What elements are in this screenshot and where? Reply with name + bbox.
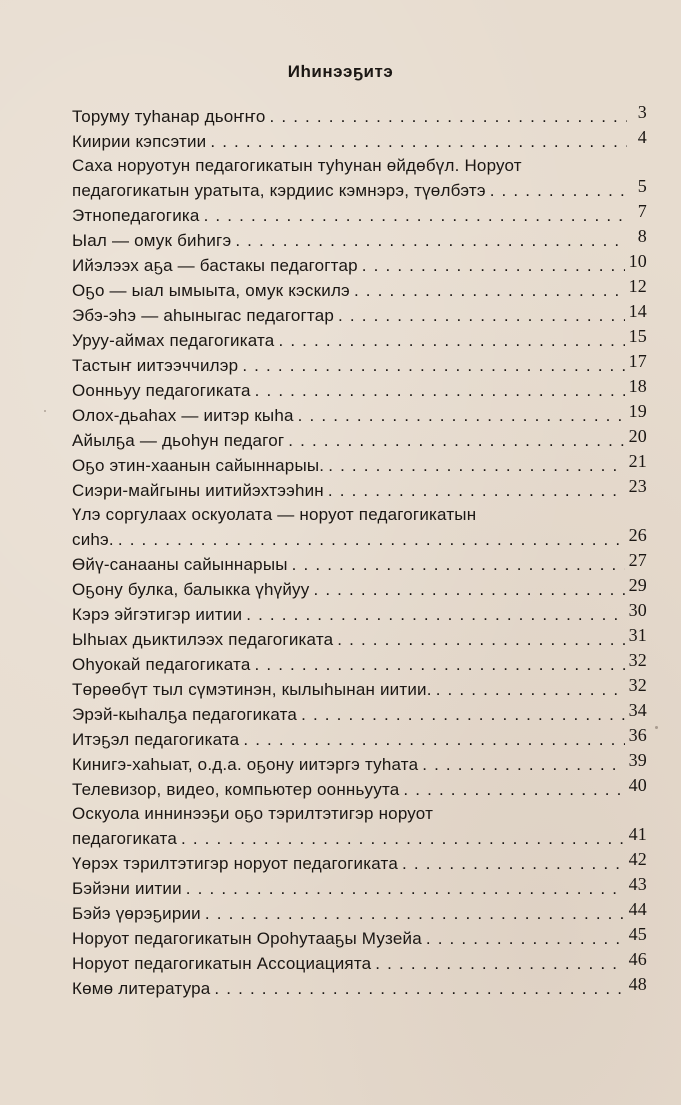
dot-leader: [301, 703, 625, 727]
toc-entry-line: [72, 976, 647, 1001]
toc-entry-text: Итэҕэл педагогиката: [72, 730, 240, 749]
toc-entry: [72, 702, 647, 727]
toc-page-number: 39: [628, 750, 647, 770]
toc-entry-line: [72, 777, 647, 802]
toc-entry: [72, 253, 647, 278]
dot-leader: [422, 753, 624, 777]
toc-entry-line: [72, 403, 647, 428]
dot-leader: [186, 877, 625, 901]
toc-entry-text: Ыал — омук биһигэ: [72, 231, 232, 250]
dot-leader: [242, 354, 624, 378]
toc-entry-line: [72, 178, 647, 203]
toc-entry: [72, 677, 647, 702]
toc-entry-text: сиһэ.: [72, 530, 114, 549]
toc-entry-line: [72, 303, 647, 328]
toc-entry: [72, 353, 647, 378]
toc-entry-line: [72, 129, 647, 154]
dot-leader: [255, 653, 625, 677]
toc-entry-line: [72, 677, 647, 702]
toc-entry: [72, 602, 647, 627]
toc-entry-line: [72, 378, 647, 403]
toc-entry-text: Торуму туһанар дьоҥҥо: [72, 107, 266, 126]
dot-leader: [181, 827, 625, 851]
toc-entry-text: Үлэ соргулаах оскуолата — норуот педагогикатын: [72, 505, 477, 524]
toc-entry-line: [72, 826, 647, 851]
toc-entry-line: [72, 602, 647, 627]
dot-leader: [204, 204, 627, 228]
toc-entry-text: Норуот педагогикатын Ороһутааҕы Музейа: [72, 929, 422, 948]
dot-leader: [328, 454, 624, 478]
toc-page-number: 23: [628, 476, 647, 496]
dot-leader: [292, 553, 625, 577]
toc-entry-text: Норуот педагогикатын Ассоциацията: [72, 954, 372, 973]
toc-page-number: 27: [628, 550, 647, 570]
toc-entry: [72, 552, 647, 577]
toc-page-number: 43: [628, 874, 647, 894]
toc-entry: [72, 203, 647, 228]
toc-page-number: 14: [628, 301, 647, 321]
toc-entry-line: [72, 328, 647, 353]
toc-entry-text: Оонньуу педагогиката: [72, 381, 251, 400]
toc-entry: [72, 503, 647, 552]
dot-leader: [426, 927, 625, 951]
dot-leader: [235, 229, 627, 253]
toc-entry-line: [72, 901, 647, 926]
toc-page-number: 41: [628, 824, 647, 844]
toc-page-number: 36: [628, 725, 647, 745]
toc-entry-text: Этнопедагогика: [72, 206, 200, 225]
toc-page-number: 21: [628, 451, 647, 471]
dot-leader: [490, 179, 627, 203]
toc-entry: [72, 129, 647, 154]
toc-page-number: 29: [628, 575, 647, 595]
toc-entry-text: Оҕону булка, балыкка үһүйуу: [72, 580, 310, 599]
toc-page-number: 7: [637, 201, 647, 221]
dot-leader: [337, 628, 624, 652]
toc-entry-text: Кэрэ эйгэтигэр иитии: [72, 605, 243, 624]
toc-entry-text: Үөрэх тэрилтэтигэр норуот педагогиката: [72, 854, 398, 873]
toc-entry-text: Саха норуотун педагогикатын туһунан өйдөбүл. Норуот: [72, 156, 522, 175]
dot-leader: [246, 603, 624, 627]
toc-entry: [72, 727, 647, 752]
toc-entry-text: Ийэлээх аҕа — бастакы педагогтар: [72, 256, 358, 275]
toc-entry-text: Оҕо — ыал ымыыта, омук кэскилэ: [72, 281, 350, 300]
toc-page-number: 3: [637, 102, 647, 122]
toc-entry-text: Ыһыах дьиктилээх педагогиката: [72, 630, 334, 649]
toc-page-number: 8: [637, 226, 647, 246]
toc-entry: [72, 328, 647, 353]
dot-leader: [298, 404, 625, 428]
toc-page-number: 12: [628, 276, 647, 296]
toc-entry-text: Төрөөбүт тыл сүмэтинэн, кылыһынан иитии.: [72, 680, 432, 699]
dot-leader: [210, 130, 627, 154]
paper-speck: [655, 726, 658, 729]
toc-entry-line: [72, 353, 647, 378]
toc-entry: [72, 453, 647, 478]
toc-entry: [72, 428, 647, 453]
toc-entry: [72, 777, 647, 802]
toc-entry-text: Сиэри-майгыны иитийэхтээһин: [72, 481, 324, 500]
toc-entry-text: Оскуола иннинээҕи оҕо тэрилтэтигэр норуот: [72, 804, 434, 823]
toc-entry-text: Эрэй-кыһалҕа педагогиката: [72, 705, 298, 724]
toc-entry-text: Бэйэ үөрэҕирии: [72, 904, 201, 923]
toc-entry-line: [72, 577, 647, 602]
toc-entry: [72, 478, 647, 503]
toc-entry-text: педагогикатын уратыта, кэрдиис кэмнэрэ, түөлбэтэ: [72, 181, 486, 200]
toc-entry: [72, 228, 647, 253]
toc-entry-line: [72, 453, 647, 478]
toc-page-number: 18: [628, 376, 647, 396]
toc-page-number: 17: [628, 351, 647, 371]
toc-page-number: 31: [628, 625, 647, 645]
toc-entry-text: Өйү-санааны сайыннарыы: [72, 555, 288, 574]
dot-leader: [402, 852, 625, 876]
toc-entry-text: Олох-дьаһах — иитэр кыһа: [72, 406, 294, 425]
toc-entry-line: [72, 652, 647, 677]
dot-leader: [328, 479, 625, 503]
toc-entry-text: Киирии кэпсэтии: [72, 132, 207, 151]
toc-page-number: 19: [628, 401, 647, 421]
toc-entry-line: [72, 527, 647, 552]
dot-leader: [270, 105, 627, 129]
toc-entry-text: Кинигэ-хаһыат, о.д.а. оҕону иитэргэ туһата: [72, 755, 419, 774]
toc-entry: [72, 951, 647, 976]
toc-page-number: 42: [628, 849, 647, 869]
dot-leader: [278, 329, 624, 353]
toc-page-number: 46: [628, 949, 647, 969]
toc-entry-line: [72, 253, 647, 278]
toc-entry: [72, 378, 647, 403]
toc-entry-line: [72, 627, 647, 652]
toc-entry: [72, 976, 647, 1001]
toc-page-number: 20: [628, 426, 647, 446]
toc-entry-line: [72, 727, 647, 752]
toc-entry: [72, 303, 647, 328]
toc-page-number: 48: [628, 974, 647, 994]
toc-entry-line: [72, 926, 647, 951]
toc-entry: [72, 752, 647, 777]
toc-entry-line: [72, 876, 647, 901]
toc-entry-line: [72, 104, 647, 129]
toc-entry: [72, 802, 647, 851]
toc-entry: [72, 876, 647, 901]
toc-entry-line: [72, 278, 647, 303]
toc-entry-line: [72, 228, 647, 253]
toc-entry-line: [72, 702, 647, 727]
toc-entry-text: Оһуокай педагогиката: [72, 655, 251, 674]
toc-entry-text: Телевизор, видео, компьютер оонньуута: [72, 780, 400, 799]
toc-page-number: 32: [628, 650, 647, 670]
dot-leader: [362, 254, 625, 278]
toc-entry-line: [72, 428, 647, 453]
toc-page-number: 10: [628, 251, 647, 271]
toc-entry: [72, 403, 647, 428]
toc-page-number: 5: [637, 176, 647, 196]
dot-leader: [338, 304, 625, 328]
paper-speck: [44, 410, 46, 412]
toc-entry: [72, 278, 647, 303]
toc-page-number: 15: [628, 326, 647, 346]
toc-entry-line: [72, 552, 647, 577]
toc-entry: [72, 627, 647, 652]
toc-entry-line: [72, 851, 647, 876]
toc-entry-text: Көмө литература: [72, 979, 211, 998]
dot-leader: [403, 778, 624, 802]
toc-entry: [72, 577, 647, 602]
dot-leader: [205, 902, 625, 926]
toc-page-number: 26: [628, 525, 647, 545]
toc-entry-line: [72, 951, 647, 976]
toc-entry-text: Тастыҥ иитээччилэр: [72, 356, 239, 375]
dot-leader: [436, 678, 625, 702]
page-title: Иһинээҕитэ: [287, 62, 394, 81]
toc-page-number: 34: [628, 700, 647, 720]
dot-leader: [214, 977, 624, 1001]
toc-entry-line: [72, 203, 647, 228]
toc-entry-text: Бэйэни иитии: [72, 879, 182, 898]
dot-leader: [375, 952, 624, 976]
toc-entry: [72, 104, 647, 129]
toc-page-number: 40: [628, 775, 647, 795]
dot-leader: [313, 578, 624, 602]
toc-entry-text: педагогиката: [72, 829, 177, 848]
toc-entry: [72, 154, 647, 203]
dot-leader: [255, 379, 625, 403]
dot-leader: [288, 429, 624, 453]
toc-page-number: 45: [628, 924, 647, 944]
toc-entry: [72, 652, 647, 677]
toc-entry-line: [72, 478, 647, 503]
toc-entry-text: Айылҕа — дьоһун педагог: [72, 431, 285, 450]
toc-page-number: 44: [628, 899, 647, 919]
table-of-contents: [72, 104, 647, 1001]
toc-entry-line: [72, 752, 647, 777]
toc-page-number: 30: [628, 600, 647, 620]
dot-leader: [243, 728, 624, 752]
toc-page-number: 32: [628, 675, 647, 695]
toc-page-number: 4: [637, 127, 647, 147]
toc-entry: [72, 926, 647, 951]
toc-entry-text: Оҕо этин-хаанын сайыннарыы.: [72, 456, 325, 475]
toc-entry-text: Уруу-аймах педагогиката: [72, 331, 275, 350]
dot-leader: [354, 279, 625, 303]
toc-entry: [72, 851, 647, 876]
dot-leader: [118, 528, 625, 552]
toc-entry-text: Эбэ-эһэ — аһыныгас педагогтар: [72, 306, 335, 325]
toc-entry: [72, 901, 647, 926]
